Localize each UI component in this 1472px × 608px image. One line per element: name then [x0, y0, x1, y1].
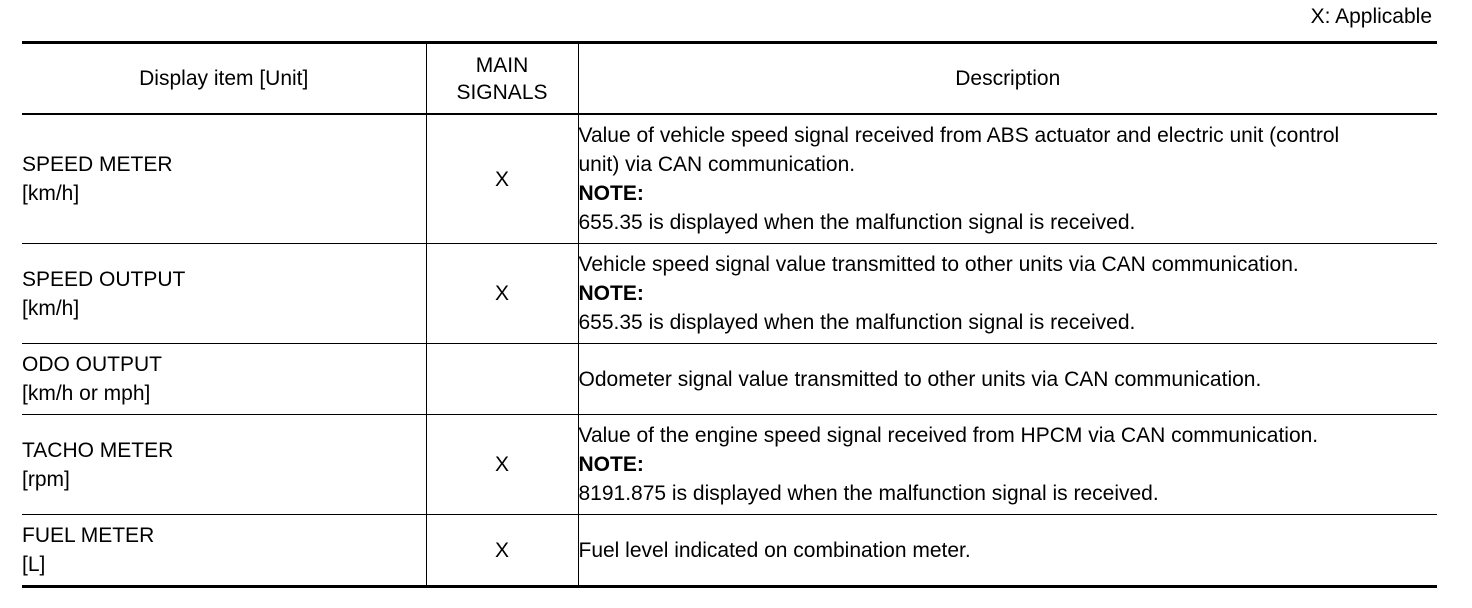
item-unit: [km/h] [22, 182, 80, 205]
item-unit: [km/h] [22, 296, 80, 320]
header-main-signals [426, 43, 578, 115]
table-header [22, 43, 1437, 115]
cell-main-signal: X [426, 415, 578, 515]
note-text: 8191.875 is displayed when the malfunction signal is received. [578, 482, 1159, 505]
applicable-legend: X: Applicable [1310, 5, 1432, 28]
cell-main-signal: X [426, 244, 578, 344]
table-row [22, 344, 1437, 415]
desc-line: unit) via CAN communication. [578, 153, 856, 176]
desc-line: Fuel level indicated on combination meter. [578, 538, 971, 562]
cell-display-item [22, 415, 426, 515]
cell-description [578, 344, 1437, 415]
cell-display-item [22, 515, 426, 587]
display-items-table [22, 41, 1437, 588]
note-text: 655.35 is displayed when the malfunction signal is received. [578, 311, 1136, 334]
item-name: SPEED METER [22, 153, 173, 176]
table-row [22, 415, 1437, 515]
header-main-line2: SIGNALS [456, 80, 548, 104]
item-unit: [km/h or mph] [22, 382, 151, 405]
table-row [22, 515, 1437, 587]
table-body [22, 114, 1437, 587]
note-label: NOTE: [578, 282, 644, 305]
desc-line: Value of the engine speed signal received from HPCM via CAN communication. [578, 424, 1319, 447]
note-text: 655.35 is displayed when the malfunction signal is received. [578, 211, 1136, 234]
desc-line: Value of vehicle speed signal received from ABS actuator and electric unit (control [578, 124, 1340, 147]
cell-description [578, 515, 1437, 587]
cell-main-signal [426, 344, 578, 415]
header-main-line1: MAIN [475, 53, 529, 77]
table-row [22, 244, 1437, 344]
item-unit: [rpm] [22, 467, 70, 491]
item-unit: [L] [22, 553, 46, 576]
item-name: FUEL METER [22, 524, 155, 547]
desc-line: Odometer signal value transmitted to other units via CAN communication. [578, 367, 1262, 391]
cell-display-item [22, 244, 426, 344]
cell-description [578, 114, 1437, 244]
cell-main-signal: X [426, 515, 578, 587]
header-row [22, 43, 1437, 115]
note-label: NOTE: [578, 453, 644, 476]
header-display-item: Display item [Unit] [22, 43, 426, 115]
note-label: NOTE: [578, 182, 644, 205]
cell-description [578, 415, 1437, 515]
cell-display-item [22, 114, 426, 244]
table-row [22, 114, 1437, 244]
cell-description [578, 244, 1437, 344]
item-name: SPEED OUTPUT [22, 267, 186, 291]
header-description: Description [578, 43, 1437, 115]
cell-main-signal: X [426, 114, 578, 244]
item-name: TACHO METER [22, 438, 174, 462]
desc-line: Vehicle speed signal value transmitted to other units via CAN communication. [578, 253, 1299, 276]
cell-display-item [22, 344, 426, 415]
item-name: ODO OUTPUT [22, 353, 162, 376]
